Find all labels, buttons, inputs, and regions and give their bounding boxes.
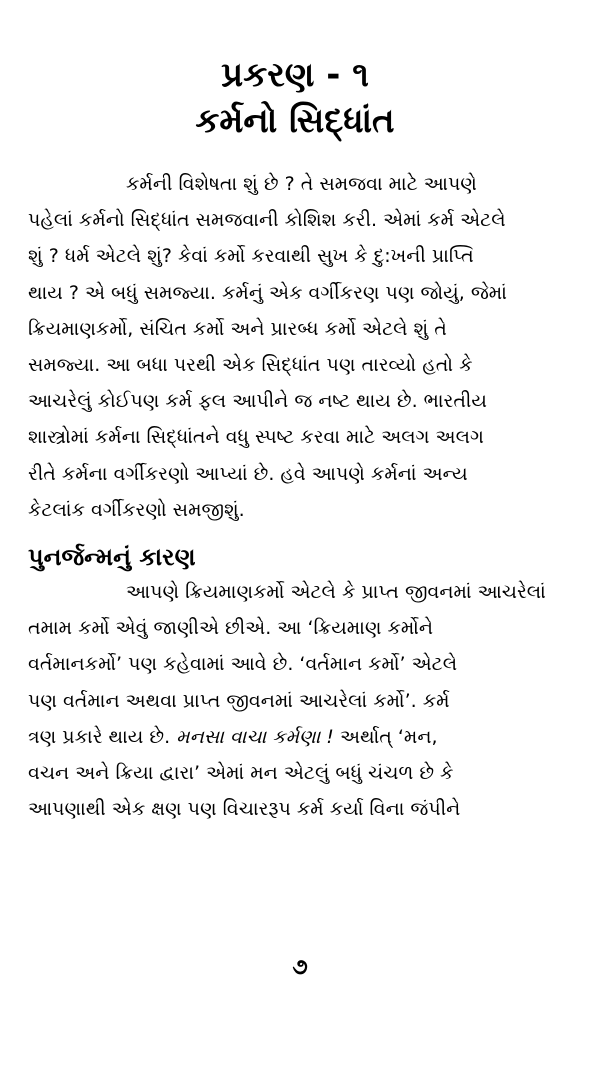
paragraph-line: વચન અને ક્રિયા દ્વારા’ એમાં મન એટલું બધું ચંચળ છે કે [28, 762, 454, 785]
page-number: ૭ [292, 955, 308, 980]
line-text-end: અર્થાત્ ‘મન, [339, 725, 438, 748]
intro-paragraph [28, 166, 562, 528]
paragraph-line: કેટલાંક વર્ગીકરણો સમજીશું. [28, 498, 245, 521]
paragraph-line: આપણે ક્રિયમાણકર્મો એટલે કે પ્રાપ્ત જીવનમાં આચરેલાં [126, 581, 546, 604]
paragraph-line: આપણાથી એક ક્ષણ પણ વિચારરૂપ કર્મ કર્યા વિના જંપીને [28, 798, 461, 821]
chapter-number: પ્રકરણ - ૧ [221, 55, 369, 95]
paragraph-line: સમજ્યા. આ બધા પરથી એક સિદ્ધાંત પણ તારવ્યો હતો કે [28, 354, 473, 377]
paragraph-line: થાય ? એ બધું સમજ્યા. કર્મનું એક વર્ગીકરણ પણ જોયું, જેમાં [28, 281, 507, 304]
chapter-title: કર્મનો સિદ્ધાંત [195, 101, 395, 141]
section-heading: પુનર્જન્મનું કારણ [28, 543, 196, 572]
paragraph-line: તમામ કર્મો એવું જાણીએ છીએ. આ ‘ક્રિયમાણ કર્મોને [28, 617, 434, 640]
paragraph-line: રીતે કર્મના વર્ગીકરણો આપ્યાં છે. હવે આપણે કર્મનાં અન્ય [28, 462, 468, 485]
paragraph-line: શાસ્ત્રોમાં કર્મના સિદ્ધાંતને વધુ સ્પષ્ટ કરવા માટે અલગ અલગ [28, 426, 484, 449]
paragraph-line: વર્તમાનકર્મો’ પણ કહેવામાં આવે છે. ‘વર્તમાન કર્મો’ એટલે [28, 653, 458, 676]
paragraph-line: શું ? ધર્મ એટલે શું? કેવાં કર્મો કરવાથી સુખ કે દુ:ખની પ્રાપ્તિ [28, 245, 474, 268]
italic-phrase: મનસા વાચા કર્મણા ! [176, 725, 334, 748]
paragraph-line: આચરેલું કોઈપણ કર્મ ફલ આપીને જ નષ્ટ થાય છે. ભારતીય [28, 390, 487, 413]
line-text-start: ત્રણ પ્રકારે થાય છે. [28, 725, 171, 748]
paragraph-line: પણ વર્તમાન અથવા પ્રાપ્ત જીવનમાં આચરેલાં કર્મો’. કર્મ [28, 689, 450, 712]
section-paragraph [28, 574, 562, 827]
paragraph-line-mixed [28, 719, 562, 755]
paragraph-line: પહેલાં કર્મનો સિદ્ધાંત સમજવાની કોશિશ કરી. એમાં કર્મ એટલે [28, 209, 506, 232]
paragraph-line: ક્રિયમાણકર્મો, સંચિત કર્મો અને પ્રારબ્ધ કર્મો એટલે શું તે [28, 317, 447, 340]
paragraph-line: કર્મની વિશેષતા શું છે ? તે સમજવા માટે આપણે [126, 173, 477, 195]
